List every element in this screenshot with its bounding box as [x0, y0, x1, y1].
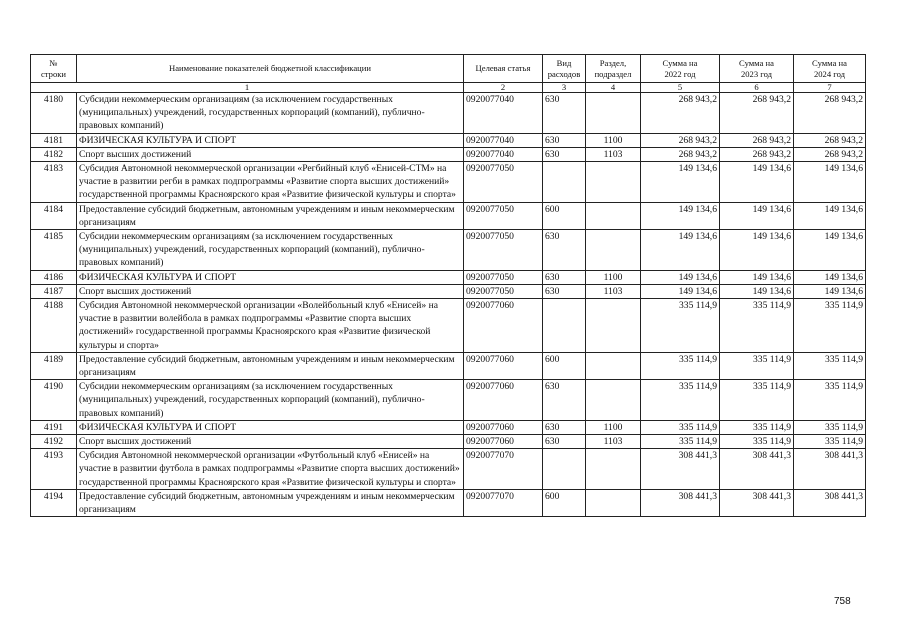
sum-2024: 149 134,6 [794, 270, 866, 284]
section-code [586, 489, 641, 516]
target-article: 0920077050 [464, 230, 543, 271]
target-article: 0920077050 [464, 162, 543, 203]
table-row [31, 202, 866, 229]
column-number: 5 [641, 83, 720, 93]
sum-2023: 335 114,9 [720, 380, 794, 421]
expense-type: 630 [543, 93, 586, 134]
expense-type: 600 [543, 352, 586, 379]
sum-2022: 268 943,2 [641, 93, 720, 134]
sum-2024: 149 134,6 [794, 230, 866, 271]
sum-2023: 308 441,3 [720, 449, 794, 490]
table-row [31, 162, 866, 203]
section-code [586, 352, 641, 379]
sum-2024: 268 943,2 [794, 133, 866, 147]
table-row [31, 420, 866, 434]
target-article: 0920077060 [464, 420, 543, 434]
column-number: 2 [464, 83, 543, 93]
indicator-name: Субсидии некоммерческим организациям (за исключением государственных (муниципальных) учреждений, государственных корпораций (компаний), публично-правовых компаний) [77, 380, 464, 421]
table-row [31, 93, 866, 134]
section-code [586, 449, 641, 490]
table-row [31, 380, 866, 421]
sum-2022: 149 134,6 [641, 284, 720, 298]
target-article: 0920077060 [464, 299, 543, 353]
table-body [31, 93, 866, 517]
target-article: 0920077060 [464, 435, 543, 449]
target-article: 0920077060 [464, 380, 543, 421]
row-number: 4188 [31, 299, 77, 353]
sum-2022: 335 114,9 [641, 380, 720, 421]
sum-2022: 149 134,6 [641, 202, 720, 229]
target-article: 0920077040 [464, 147, 543, 161]
table-row [31, 230, 866, 271]
section-code [586, 299, 641, 353]
header-sum-2024: Сумма на 2024 год [794, 55, 866, 83]
row-number: 4193 [31, 449, 77, 490]
expense-type: 630 [543, 133, 586, 147]
row-number: 4194 [31, 489, 77, 516]
indicator-name: Субсидии некоммерческим организациям (за исключением государственных (муниципальных) учреждений, государственных корпораций (компаний), публично-правовых компаний) [77, 230, 464, 271]
sum-2022: 335 114,9 [641, 435, 720, 449]
table-row [31, 435, 866, 449]
table-row [31, 299, 866, 353]
indicator-name: Предоставление субсидий бюджетным, автономным учреждениям и иным некоммерческим организациям [77, 202, 464, 229]
expense-type: 630 [543, 147, 586, 161]
column-number: 3 [543, 83, 586, 93]
budget-table [30, 54, 866, 517]
sum-2024: 335 114,9 [794, 299, 866, 353]
column-number: 4 [586, 83, 641, 93]
sum-2022: 149 134,6 [641, 162, 720, 203]
header-sum-2023: Сумма на 2023 год [720, 55, 794, 83]
row-number: 4189 [31, 352, 77, 379]
sum-2023: 149 134,6 [720, 284, 794, 298]
section-code: 1103 [586, 284, 641, 298]
expense-type: 630 [543, 420, 586, 434]
target-article: 0920077050 [464, 202, 543, 229]
sum-2023: 335 114,9 [720, 420, 794, 434]
section-code [586, 380, 641, 421]
indicator-name: Субсидии некоммерческим организациям (за исключением государственных (муниципальных) учреждений, государственных корпораций (компаний), публично-правовых компаний) [77, 93, 464, 134]
sum-2023: 335 114,9 [720, 299, 794, 353]
row-number: 4183 [31, 162, 77, 203]
expense-type: 630 [543, 380, 586, 421]
sum-2023: 335 114,9 [720, 352, 794, 379]
section-code: 1103 [586, 147, 641, 161]
indicator-name: Предоставление субсидий бюджетным, автономным учреждениям и иным некоммерческим организациям [77, 489, 464, 516]
target-article: 0920077060 [464, 352, 543, 379]
header-sum-2022: Сумма на 2022 год [641, 55, 720, 83]
expense-type [543, 162, 586, 203]
sum-2023: 268 943,2 [720, 133, 794, 147]
sum-2022: 268 943,2 [641, 147, 720, 161]
section-code: 1100 [586, 270, 641, 284]
page-number: 758 [834, 596, 851, 607]
sum-2024: 335 114,9 [794, 420, 866, 434]
sum-2022: 149 134,6 [641, 230, 720, 271]
row-number: 4181 [31, 133, 77, 147]
sum-2024: 308 441,3 [794, 449, 866, 490]
section-code [586, 202, 641, 229]
section-code: 1100 [586, 133, 641, 147]
row-number: 4182 [31, 147, 77, 161]
sum-2024: 268 943,2 [794, 147, 866, 161]
sum-2023: 268 943,2 [720, 93, 794, 134]
sum-2022: 335 114,9 [641, 420, 720, 434]
expense-type: 630 [543, 270, 586, 284]
target-article: 0920077070 [464, 449, 543, 490]
indicator-name: Субсидия Автономной некоммерческой организации «Регбийный клуб «Енисей-СТМ» на участие в развитии регби в рамках подпрограммы «Развитие спорта высших достижений» государственной программы Красноярского края «Развитие физической культуры и спорта» [77, 162, 464, 203]
header-expense-type: Вид расходов [543, 55, 586, 83]
indicator-name: Субсидия Автономной некоммерческой организации «Футбольный клуб «Енисей» на участие в развитии футбола в рамках подпрограммы «Развитие спорта высших достижений» государственной программы Красноярского края «Развитие физической культуры и спорта» [77, 449, 464, 490]
expense-type: 600 [543, 202, 586, 229]
table-row [31, 284, 866, 298]
sum-2022: 149 134,6 [641, 270, 720, 284]
indicator-name: Спорт высших достижений [77, 147, 464, 161]
sum-2023: 268 943,2 [720, 147, 794, 161]
row-number: 4192 [31, 435, 77, 449]
row-number: 4184 [31, 202, 77, 229]
sum-2022: 268 943,2 [641, 133, 720, 147]
table-row [31, 270, 866, 284]
sum-2024: 308 441,3 [794, 489, 866, 516]
header-section: Раздел, подраздел [586, 55, 641, 83]
row-number: 4180 [31, 93, 77, 134]
table-row [31, 133, 866, 147]
sum-2024: 149 134,6 [794, 162, 866, 203]
sum-2024: 335 114,9 [794, 352, 866, 379]
table-row [31, 352, 866, 379]
sum-2023: 149 134,6 [720, 202, 794, 229]
expense-type: 600 [543, 489, 586, 516]
expense-type: 630 [543, 284, 586, 298]
expense-type [543, 449, 586, 490]
indicator-name: Субсидия Автономной некоммерческой организации «Волейбольный клуб «Енисей» на участие в развитии волейбола в рамках подпрограммы «Развитие спорта высших достижений» государственной программы Красноярского края «Развитие физической культуры и спорта» [77, 299, 464, 353]
header-row-number: № строки [31, 55, 77, 83]
sum-2023: 149 134,6 [720, 162, 794, 203]
sum-2022: 308 441,3 [641, 449, 720, 490]
section-code [586, 162, 641, 203]
sum-2024: 335 114,9 [794, 380, 866, 421]
section-code [586, 93, 641, 134]
sum-2024: 149 134,6 [794, 202, 866, 229]
indicator-name: Спорт высших достижений [77, 435, 464, 449]
section-code [586, 230, 641, 271]
header-name: Наименование показателей бюджетной классификации [77, 55, 464, 83]
row-number: 4190 [31, 380, 77, 421]
sum-2023: 335 114,9 [720, 435, 794, 449]
indicator-name: Предоставление субсидий бюджетным, автономным учреждениям и иным некоммерческим организациям [77, 352, 464, 379]
header-target: Целевая статья [464, 55, 543, 83]
section-code: 1103 [586, 435, 641, 449]
target-article: 0920077040 [464, 93, 543, 134]
column-number: 6 [720, 83, 794, 93]
indicator-name: Спорт высших достижений [77, 284, 464, 298]
indicator-name: ФИЗИЧЕСКАЯ КУЛЬТУРА И СПОРТ [77, 270, 464, 284]
indicator-name: ФИЗИЧЕСКАЯ КУЛЬТУРА И СПОРТ [77, 133, 464, 147]
column-number: 1 [31, 83, 464, 93]
target-article: 0920077050 [464, 284, 543, 298]
row-number: 4185 [31, 230, 77, 271]
target-article: 0920077070 [464, 489, 543, 516]
row-number: 4187 [31, 284, 77, 298]
column-numbers-row [31, 83, 866, 93]
sum-2024: 335 114,9 [794, 435, 866, 449]
target-article: 0920077040 [464, 133, 543, 147]
sum-2022: 335 114,9 [641, 299, 720, 353]
sum-2023: 308 441,3 [720, 489, 794, 516]
sum-2022: 308 441,3 [641, 489, 720, 516]
target-article: 0920077050 [464, 270, 543, 284]
section-code: 1100 [586, 420, 641, 434]
expense-type [543, 299, 586, 353]
sum-2023: 149 134,6 [720, 270, 794, 284]
sum-2024: 149 134,6 [794, 284, 866, 298]
expense-type: 630 [543, 435, 586, 449]
table-row [31, 489, 866, 516]
sum-2024: 268 943,2 [794, 93, 866, 134]
indicator-name: ФИЗИЧЕСКАЯ КУЛЬТУРА И СПОРТ [77, 420, 464, 434]
table-row [31, 449, 866, 490]
table-header-row [31, 55, 866, 83]
table-row [31, 147, 866, 161]
sum-2023: 149 134,6 [720, 230, 794, 271]
expense-type: 630 [543, 230, 586, 271]
sum-2022: 335 114,9 [641, 352, 720, 379]
row-number: 4191 [31, 420, 77, 434]
row-number: 4186 [31, 270, 77, 284]
column-number: 7 [794, 83, 866, 93]
